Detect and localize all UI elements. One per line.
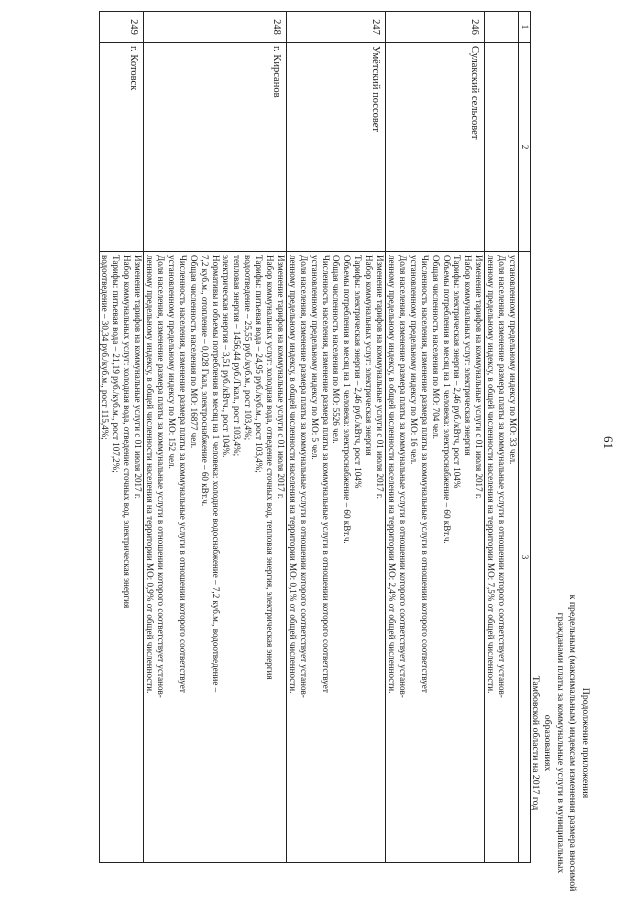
description-line: установленному предельному индексу по МО: 152 чел.: [166, 255, 177, 469]
description-line: Тарифы: питьевая вода – 24,95 руб./куб.м., рост 103,4%;: [254, 255, 265, 473]
table-row: [99, 12, 144, 863]
description-line: Тарифы: электрическая энергия – 2,46 руб./кВтч, рост 104%: [452, 255, 463, 489]
description-line: Доля населения, изменение размера платы за коммунальные услуги в отношении которого соответствует установ-: [298, 255, 309, 698]
description-line: Набор коммунальных услуг: электрическая энергия: [364, 255, 375, 456]
description-line: водоотведение – 25,55 руб./куб.м., рост 103,4%;: [243, 255, 254, 441]
table-body: [99, 12, 530, 863]
row-number: [485, 12, 519, 43]
description-line: ленному предельному индексу, в общей численности населения на территории МО: 0,9% от общей численности.: [145, 255, 156, 694]
description-line: Изменение тарифов на коммунальные услуги с 01 июля 2017 г.: [375, 255, 386, 499]
description-line: водоотведение – 30,34 руб./куб.м., рост 115,4%;: [100, 255, 111, 440]
tariff-description: [286, 252, 385, 863]
municipality-name: Сулакский сельсовет: [386, 43, 485, 252]
description-line: Общая численность населения по МО: 16877 чел.: [188, 255, 199, 449]
municipality-name: г. Котовск: [99, 43, 144, 252]
description-line: Доля населения, изменение размера платы за коммунальные услуги в отношении которого соответствует установ-: [156, 255, 166, 698]
description-line: Набор коммунальных услуг: холодная вода, отведение сточных вод, тепловая энергия, электрическая энергия: [265, 255, 276, 680]
municipality-name: Умётский поссовет: [286, 43, 385, 252]
municipality-name: [485, 43, 519, 252]
description-line: ленному предельному индексу, в общей численности населения на территории МО: 2,4% от общей численности.: [387, 255, 398, 694]
description-line: Набор коммунальных услуг: холодная вода, отведение сточных вод, электрическая энергия: [122, 255, 133, 609]
tariff-description: [386, 252, 485, 863]
description-line: Тарифы: электрическая энергия – 2,46 руб./кВтч, рост 104%: [353, 255, 364, 489]
description-line: Доля населения, изменение размера платы за коммунальные услуги в отношении которого соответствует установ-: [497, 255, 508, 698]
header-line: Тамбовской области на 2017 год: [530, 675, 541, 811]
description-line: Изменение тарифов на коммунальные услуги с 01 июля 2017 г.: [275, 255, 286, 499]
description-line: ленному предельному индексу, в общей численности населения на территории МО: 0,1% от общей численности.: [287, 255, 298, 694]
description-line: Общая численность населения по МО: 5526 чел.: [331, 255, 342, 444]
tariff-description: [485, 252, 519, 863]
row-number: 248: [144, 12, 287, 43]
description-line: Нормативы и объемы потребления в месяц на 1 человека: холодное водоснабжение – 7,2 куб.м., водоотведение –: [210, 255, 221, 693]
tariff-table: [99, 11, 531, 863]
header-line: к предельным (максимальным) индексам изменения размера вносимой: [567, 594, 579, 892]
column-header: 2: [519, 43, 531, 252]
tariff-description: [144, 252, 287, 863]
description-line: Численность населения, изменение размера платы за коммунальные услуги в отношении которого соответствует: [177, 255, 188, 693]
header-line: Продолжение приложения: [580, 687, 591, 799]
table-row: [485, 12, 519, 863]
description-line: Общая численность населения по МО: 704 чел.: [430, 255, 441, 440]
description-line: Объемы потребления в месяц на 1 человека: электроснабжение – 60 кВт.ч.: [342, 255, 353, 544]
description-line: Тарифы: питьевая вода – 21,19 руб./куб.м., рост 107,2%;: [111, 255, 122, 473]
description-line: Набор коммунальных услуг: электрическая энергия: [463, 255, 474, 456]
column-header-row: [519, 12, 531, 863]
description-line: установленному предельному индексу по МО: 16 чел.: [408, 255, 419, 465]
table-row: [286, 12, 385, 863]
description-line: Численность населения, изменение размера платы за коммунальные услуги в отношении которого соответствует: [320, 255, 331, 693]
row-number: 246: [386, 12, 485, 43]
tariff-description: [99, 252, 144, 863]
description-line: 7,2 куб.м., отопление – 0,028 Гкал, электроснабжение – 60 кВт.ч.: [199, 255, 210, 507]
page-number: 61: [601, 436, 616, 449]
column-header: 1: [519, 12, 531, 43]
description-line: электрическая энергия – 3,51 руб./кВтч., рост 104%.: [221, 255, 232, 458]
header-block: [529, 593, 592, 893]
description-line: установленному предельному индексу по МО: 5 чел.: [309, 255, 320, 460]
rotated-page: [2, 3, 638, 903]
description-line: Изменение тарифов на коммунальные услуги с 01 июля 2017 г.: [133, 255, 144, 499]
municipality-name: г. Кирсанов: [144, 43, 287, 252]
table-row: [386, 12, 485, 863]
description-line: Численность населения, изменение размера платы за коммунальные услуги в отношении которого соответствует: [419, 255, 430, 693]
row-number: 249: [99, 12, 144, 43]
description-line: ленному предельному индексу, в общей численности населения на территории МО: 7,5% от общей численности.: [486, 255, 497, 694]
description-line: Объемы потребления в месяц на 1 человека: электроснабжение – 60 кВт.ч.: [441, 255, 452, 544]
header-line: гражданами платы за коммунальные услуги в муниципальных образованиях: [542, 612, 566, 874]
description-line: установленному предельному индексу по МО: 33 чел.: [508, 255, 518, 465]
row-number: 247: [286, 12, 385, 43]
table-row: [144, 12, 287, 863]
description-line: Доля населения, изменение размера платы за коммунальные услуги в отношении которого соответствует установ-: [397, 255, 408, 698]
description-line: тепловая энергия – 1456,44 руб./Гкал., рост 103,4%;: [232, 255, 243, 457]
description-line: Изменение тарифов на коммунальные услуги с 01 июля 2017 г.: [474, 255, 485, 499]
column-header: 3: [519, 252, 531, 863]
